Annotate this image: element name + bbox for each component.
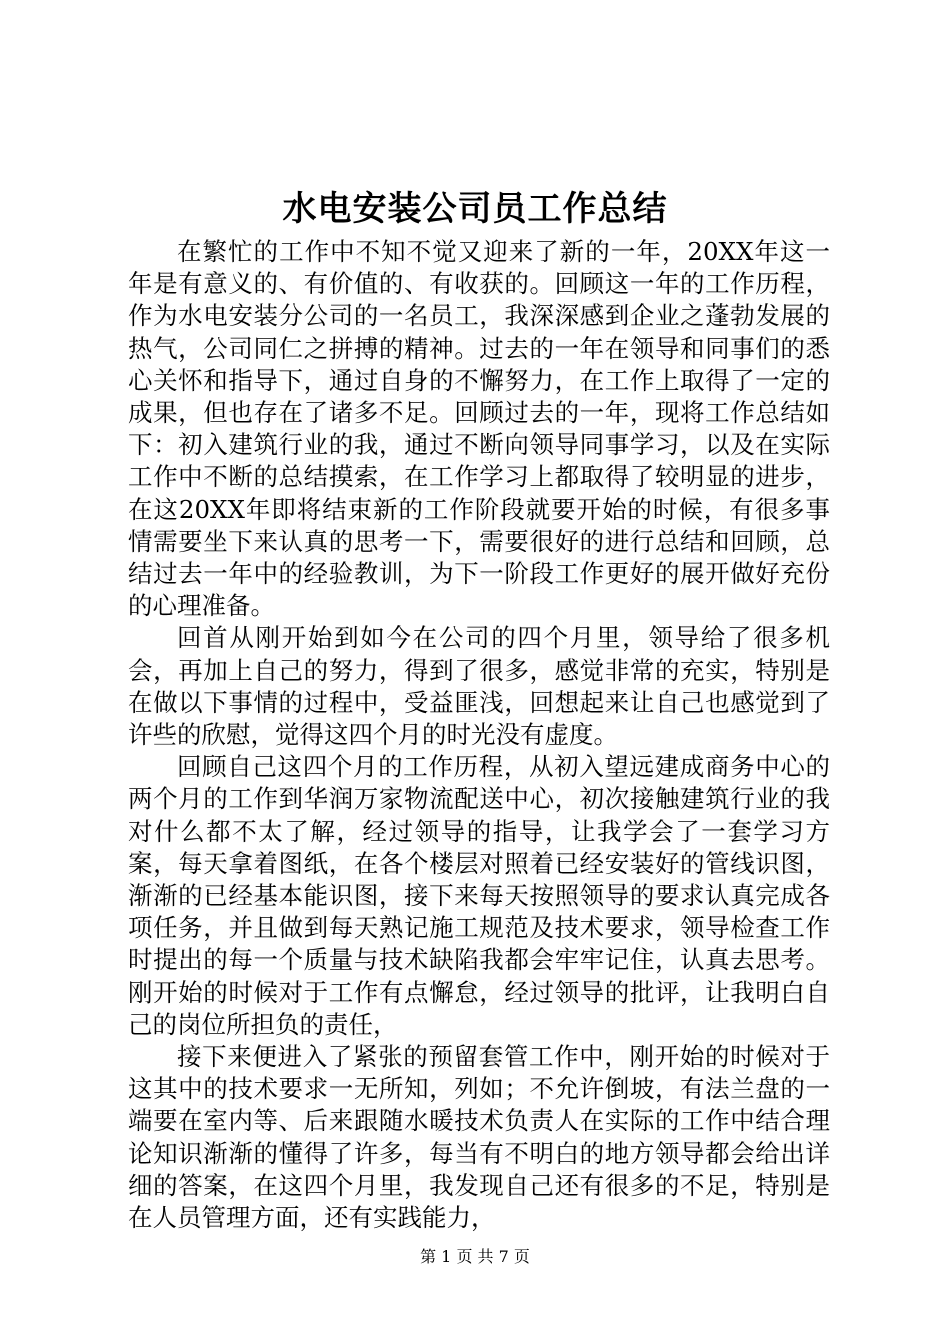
- document-title: 水电安装公司员工作总结: [282, 189, 668, 229]
- paragraph: 回首从刚开始到如今在公司的四个月里，领导给了很多机会，再加上自己的努力，得到了很多，感觉非常的充实，特别是在做以下事情的过程中，受益匪浅，回想起来让自己也感觉到了许些的欣慰，觉得这四个月的时光没有虚度。: [128, 623, 830, 750]
- paragraph: 在繁忙的工作中不知不觉又迎来了新的一年，20XX年这一年是有意义的、有价值的、有收获的。回顾这一年的工作历程，作为水电安装分公司的一名员工，我深深感到企业之蓬勃发展的热气，公司同仁之拼搏的精神。过去的一年在领导和同事们的悉心关怀和指导下，通过自身的不懈努力，在工作上取得了一定的成果，但也存在了诸多不足。回顾过去的一年，现将工作总结如下：初入建筑行业的我，通过不断向领导同事学习，以及在实际工作中不断的总结摸索，在工作学习上都取得了较明显的进步，在这20XX年即将结束新的工作阶段就要开始的时候，有很多事情需要坐下来认真的思考一下，需要很好的进行总结和回顾，总结过去一年中的经验教训，为下一阶段工作更好的展开做好充份的心理准备。: [128, 237, 830, 621]
- paragraph: 接下来便进入了紧张的预留套管工作中，刚开始的时候对于这其中的技术要求一无所知，列如；不允许倒坡，有法兰盘的一端要在室内等、后来跟随水暖技术负责人在实际的工作中结合理论知识渐渐的懂得了许多，每当有不明白的地方领导都会给出详细的答案，在这四个月里，我发现自己还有很多的不足，特别是在人员管理方面，还有实践能力，: [128, 1042, 830, 1233]
- document-body: [128, 236, 830, 1234]
- page-number-footer: 第 1 页 共 7 页: [420, 1247, 530, 1266]
- paragraph: 回顾自己这四个月的工作历程，从初入望远建成商务中心的两个月的工作到华润万家物流配送中心，初次接触建筑行业的我对什么都不太了解，经过领导的指导，让我学会了一套学习方案，每天拿着图纸，在各个楼层对照着已经安装好的管线识图，渐渐的已经基本能识图，接下来每天按照领导的要求认真完成各项任务，并且做到每天熟记施工规范及技术要求，领导检查工作时提出的每一个质量与技术缺陷我都会牢牢记住，认真去思考。刚开始的时候对于工作有点懈怠，经过领导的批评，让我明白自己的岗位所担负的责任，: [128, 752, 830, 1039]
